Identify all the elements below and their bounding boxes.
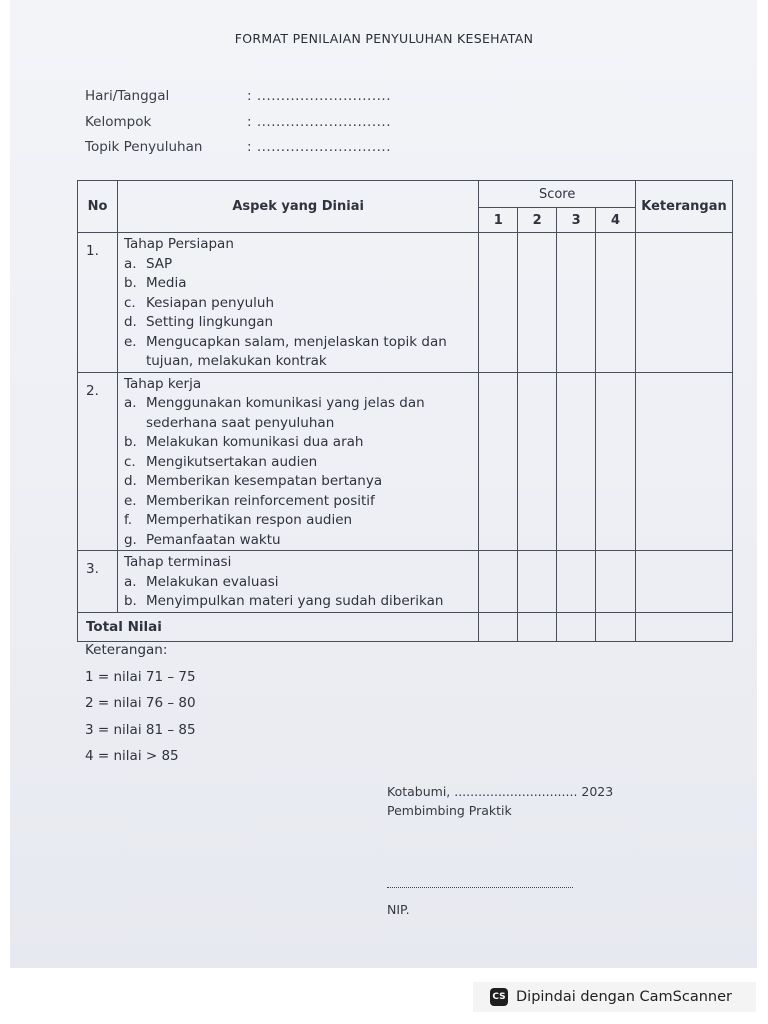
legend-row: 1 = nilai 71 – 75 xyxy=(85,668,196,685)
meta-label-topic: Topik Penyuluhan xyxy=(85,139,203,155)
score-cell[interactable] xyxy=(479,233,518,373)
list-item: a. Menggunakan komunikasi yang jelas dan sederhana saat penyuluhan xyxy=(123,395,425,431)
section-number: 1. xyxy=(78,233,118,373)
score-legend xyxy=(85,641,196,774)
list-item: b. Menyimpulkan materi yang sudah diberikan xyxy=(123,593,444,609)
list-item: c. Mengikutsertakan audien xyxy=(123,453,318,470)
header-note: Keterangan xyxy=(635,181,732,233)
note-cell[interactable] xyxy=(635,233,732,373)
section-content xyxy=(117,233,478,373)
list-item: a. Melakukan evaluasi xyxy=(123,573,279,590)
list-item: c. Kesiapan penyuluh xyxy=(123,294,275,311)
signature-nip: NIP. xyxy=(387,902,410,917)
signature-place-date: Kotabumi, ............................... 2023 xyxy=(387,784,614,799)
score-cell[interactable] xyxy=(479,372,518,551)
signature-line xyxy=(387,887,573,888)
score-cell[interactable] xyxy=(557,372,596,551)
header-no: No xyxy=(78,181,118,233)
list-item: a. SAP xyxy=(123,255,173,272)
list-item: d. Setting lingkungan xyxy=(123,314,274,330)
score-cell[interactable] xyxy=(557,551,596,613)
meta-value-group: : ............................ xyxy=(247,114,391,130)
section-content xyxy=(117,551,478,613)
total-row xyxy=(78,612,733,641)
section-row-work xyxy=(78,372,733,551)
section-number: 2. xyxy=(78,372,118,551)
meta-row-date xyxy=(85,88,391,104)
signature-role: Pembimbing Praktik xyxy=(387,803,512,818)
page-margin xyxy=(0,0,10,968)
section-content xyxy=(117,372,478,551)
note-cell[interactable] xyxy=(635,551,732,613)
meta-label-date: Hari/Tanggal xyxy=(85,88,170,104)
list-item: g. Pemanfaatan waktu xyxy=(123,531,281,548)
total-label: Total Nilai xyxy=(78,612,479,641)
camscanner-icon: CS xyxy=(490,988,508,1006)
meta-label-group: Kelompok xyxy=(85,114,152,130)
section-row-preparation xyxy=(78,233,733,373)
list-item: e. Mengucapkan salam, menjelaskan topik dan tujuan, melakukan kontrak xyxy=(123,333,447,369)
total-score-cell[interactable] xyxy=(557,612,596,641)
score-cell[interactable] xyxy=(518,372,557,551)
total-note-cell[interactable] xyxy=(635,612,732,641)
score-col-4: 4 xyxy=(596,208,636,233)
section-heading: Tahap terminasi xyxy=(123,554,232,570)
list-item: f. Memperhatikan respon audien xyxy=(123,512,353,528)
meta-value-date: : ............................ xyxy=(247,88,391,104)
score-cell[interactable] xyxy=(596,372,636,551)
meta-value-topic: : ............................ xyxy=(247,139,391,155)
list-item: b. Media xyxy=(123,275,187,291)
watermark-text: Dipindai dengan CamScanner xyxy=(516,989,733,1005)
total-score-cell[interactable] xyxy=(479,612,518,641)
legend-row: 3 = nilai 81 – 85 xyxy=(85,721,196,738)
meta-row-group xyxy=(85,114,391,130)
score-cell[interactable] xyxy=(518,233,557,373)
legend-row: 2 = nilai 76 – 80 xyxy=(85,695,196,711)
note-cell[interactable] xyxy=(635,372,732,551)
total-score-cell[interactable] xyxy=(518,612,557,641)
legend-title: Keterangan: xyxy=(85,642,168,658)
section-number: 3. xyxy=(78,551,118,613)
section-heading: Tahap kerja xyxy=(123,375,202,392)
meta-row-topic xyxy=(85,139,391,155)
section-heading: Tahap Persiapan xyxy=(123,236,234,252)
total-score-cell[interactable] xyxy=(596,612,636,641)
score-cell[interactable] xyxy=(596,551,636,613)
score-col-2: 2 xyxy=(518,208,557,233)
score-cell[interactable] xyxy=(518,551,557,613)
score-cell[interactable] xyxy=(479,551,518,613)
list-item: d. Memberikan kesempatan bertanya xyxy=(123,473,383,489)
legend-row: 4 = nilai > 85 xyxy=(85,748,179,764)
score-col-3: 3 xyxy=(557,208,596,233)
score-cell[interactable] xyxy=(596,233,636,373)
header-aspect: Aspek yang Diniai xyxy=(117,181,478,233)
list-item: e. Memberikan reinforcement positif xyxy=(123,492,375,509)
score-cell[interactable] xyxy=(557,233,596,373)
document-title: FORMAT PENILAIAN PENYULUHAN KESEHATAN xyxy=(234,31,534,46)
assessment-table xyxy=(77,180,733,642)
list-item: b. Melakukan komunikasi dua arah xyxy=(123,434,364,450)
score-col-1: 1 xyxy=(479,208,518,233)
section-row-termination xyxy=(78,551,733,613)
camscanner-watermark xyxy=(473,982,756,1012)
header-score: Score xyxy=(479,181,636,208)
